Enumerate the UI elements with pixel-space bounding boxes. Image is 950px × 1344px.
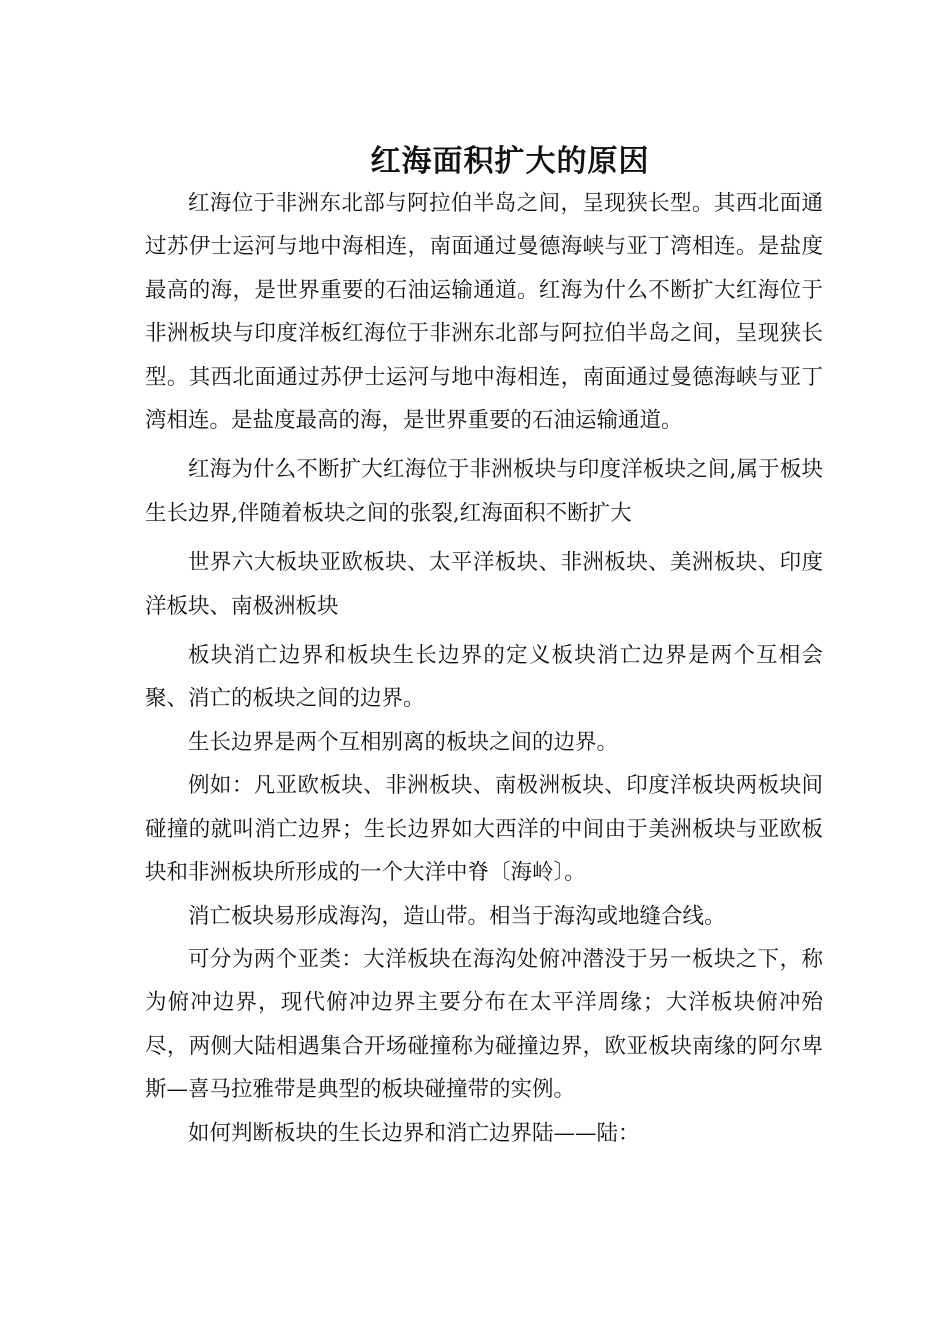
paragraph-3: 世界六大板块亚欧板块、太平洋板块、非洲板块、美洲板块、印度洋板块、南极洲板块	[145, 550, 823, 619]
paragraph-2: 红海为什么不断扩大红海位于非洲板块与印度洋板块之间,属于板块生长边界,伴随着板块之间的张裂,红海面积不断扩大	[145, 457, 823, 526]
paragraph-1: 红海位于非洲东北部与阿拉伯半岛之间，呈现狭长型。其西北面通过苏伊士运河与地中海相连，南面通过曼德海峡与亚丁湾相连。是盐度最高的海，是世界重要的石油运输通道。红海为什么不断扩大红海位于非洲板块与印度洋板红海位于非洲东北部与阿拉伯半岛之间，呈现狭长型。其西北面通过苏伊士运河与地中海相连，南面通过曼德海峡与亚丁湾相连。是盐度最高的海，是世界重要的石油运输通道。	[145, 191, 823, 434]
paragraph-8: 可分为两个亚类：大洋板块在海沟处俯冲潜没于另一板块之下，称为俯冲边界，现代俯冲边界主要分布在太平洋周缘；大洋板块俯冲殆尽，两侧大陆相遇集合开场碰撞称为碰撞边界，欧亚板块南缘的阿尔卑斯—喜马拉雅带是典型的板块碰撞带的实例。	[145, 946, 823, 1103]
paragraph-9: 如何判断板块的生长边界和消亡边界陆——陆：	[188, 1120, 640, 1146]
paragraph-7: 消亡板块易形成海沟，造山带。相当于海沟或地缝合线。	[188, 903, 726, 929]
paragraph-4: 板块消亡边界和板块生长边界的定义板块消亡边界是两个互相会聚、消亡的板块之间的边界。	[145, 643, 823, 712]
document-body	[145, 182, 823, 1155]
document-title: 红海面积扩大的原因	[370, 144, 650, 180]
paragraph-5: 生长边界是两个互相别离的板块之间的边界。	[188, 729, 619, 755]
paragraph-6: 例如：凡亚欧板块、非洲板块、南极洲板块、印度洋板块两板块间碰撞的就叫消亡边界；生长边界如大西洋的中间由于美洲板块与亚欧板块和非洲板块所形成的一个大洋中脊〔海岭〕。	[145, 773, 823, 886]
